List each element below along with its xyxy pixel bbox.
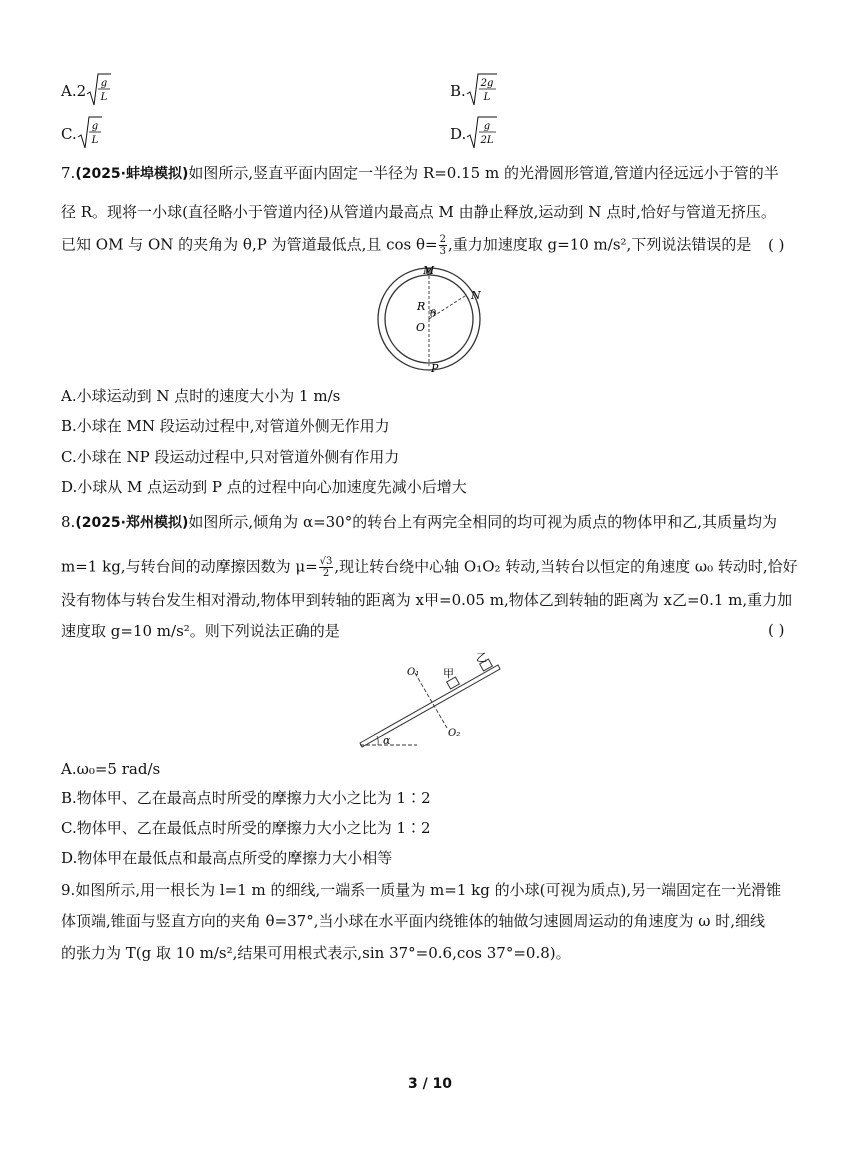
q9-line2: 体顶端,锥面与竖直方向的夹角 θ=37°,当小球在水平面内绕锥体的轴做匀速圆周运动的角速度为 ω 时,细线 bbox=[61, 912, 766, 930]
q7-text1: 如图所示,竖直平面内固定一半径为 R=0.15 m 的光滑圆形管道,管道内径远远小于管的半 bbox=[188, 164, 779, 182]
label-O1: O₁ bbox=[407, 667, 420, 678]
sqrt-icon bbox=[466, 72, 498, 112]
q6a-den: L bbox=[100, 92, 108, 103]
q8-line3: 没有物体与转台发生相对滑动,物体甲到转轴的距离为 x甲=0.05 m,物体乙到转轴的距离为 x乙=0.1 m,重力加 bbox=[61, 591, 793, 609]
q6b-den: L bbox=[483, 92, 491, 103]
q9-line3: 的张力为 T(g 取 10 m/s²,结果可用根式表示,sin 37°=0.6,cos 37°=0.8)。 bbox=[61, 944, 571, 962]
q9-text1: 如图所示,用一根长为 l=1 m 的细线,一端系一质量为 m=1 kg 的小球(可视为质点),另一端固定在一光滑锥 bbox=[75, 881, 782, 899]
sqrt-icon bbox=[86, 72, 112, 112]
q8-option-c: C.物体甲、乙在最低点时所受的摩擦力大小之比为 1∶2 bbox=[61, 819, 431, 837]
q7-figure-circular-tube bbox=[370, 262, 495, 377]
cos-fraction: $\frac{2}{3}$ bbox=[439, 234, 446, 257]
q7-line3: 已知 OM 与 ON 的夹角为 θ,P 为管道最低点,且 cos θ= $\frac{2}{3}$ ,重力加速度取 g=10 m/s²,下列说法错误的是 bbox=[61, 234, 752, 257]
label-O: O bbox=[416, 321, 426, 334]
q7-line2: 径 R。现将一小球(直径略小于管道内径)从管道内最高点 M 由静止释放,运动到 N 点时,恰好与管道无挤压。 bbox=[61, 203, 776, 221]
q6c-num: g bbox=[91, 121, 98, 132]
q8-line1 bbox=[61, 512, 777, 533]
q7-source: (2025·蚌埠模拟) bbox=[75, 166, 189, 182]
label-theta: θ bbox=[430, 309, 437, 320]
sqrt-icon bbox=[466, 115, 498, 155]
q7-line1 bbox=[61, 163, 779, 184]
q8-line2: m=1 kg,与转台间的动摩擦因数为 μ= $\frac{√3}{2}$ ,现让转台绕中心轴 O₁O₂ 转动,当转台以恒定的角速度 ω₀ 转动时,恰好 bbox=[61, 556, 798, 579]
label-P: P bbox=[431, 362, 439, 375]
q6-option-a: A.2 g L bbox=[61, 72, 112, 112]
q6b-num: 2g bbox=[480, 78, 494, 89]
label-M: M bbox=[423, 264, 435, 277]
q8-option-b: B.物体甲、乙在最高点时所受的摩擦力大小之比为 1∶2 bbox=[61, 789, 431, 807]
q7-option-c: C.小球在 NP 段运动过程中,只对管道外侧有作用力 bbox=[61, 448, 400, 466]
q8-answer-paren: ( ) bbox=[768, 621, 785, 639]
mu-fraction: $\frac{√3}{2}$ bbox=[319, 556, 333, 579]
label-jia: 甲 bbox=[443, 667, 454, 680]
q8-source: (2025·郑州模拟) bbox=[75, 515, 189, 531]
q8-option-a: A.ω₀=5 rad/s bbox=[61, 760, 161, 778]
label-alpha: α bbox=[383, 734, 391, 747]
q8-line4: 速度取 g=10 m/s²。则下列说法正确的是 bbox=[61, 622, 340, 640]
label-R: R bbox=[417, 300, 426, 313]
label-N: N bbox=[471, 289, 481, 302]
q6c-den: L bbox=[91, 135, 99, 146]
q6d-den: 2L bbox=[480, 135, 494, 146]
page-number: 3 / 10 bbox=[407, 1076, 453, 1092]
q7-option-a: A.小球运动到 N 点时的速度大小为 1 m/s bbox=[61, 387, 341, 405]
q8-number: 8. bbox=[61, 513, 76, 531]
q7-answer-paren: ( ) bbox=[768, 236, 785, 254]
q8-option-d: D.物体甲在最低点和最高点所受的摩擦力大小相等 bbox=[61, 849, 393, 867]
q7-option-d: D.小球从 M 点运动到 P 点的过程中向心加速度先减小后增大 bbox=[61, 478, 467, 496]
q6-option-b: B. 2g L bbox=[450, 72, 498, 112]
label-O2: O₂ bbox=[448, 728, 461, 739]
q9-line1 bbox=[61, 880, 781, 900]
label-yi: 乙 bbox=[476, 651, 487, 664]
q7-number: 7. bbox=[61, 164, 76, 182]
q6-option-c: C. g L bbox=[61, 115, 103, 155]
q9-number: 9. bbox=[61, 881, 76, 899]
q7-option-b: B.小球在 MN 段运动过程中,对管道外侧无作用力 bbox=[61, 417, 390, 435]
q6a-num: g bbox=[100, 78, 108, 89]
q8-text1: 如图所示,倾角为 α=30°的转台上有两完全相同的均可视为质点的物体甲和乙,其质量均为 bbox=[188, 513, 777, 531]
q6d-num: g bbox=[484, 121, 491, 132]
q6-option-d: D. g 2L bbox=[450, 115, 498, 155]
q8-figure-turntable bbox=[355, 648, 505, 750]
sqrt-icon bbox=[77, 115, 103, 155]
